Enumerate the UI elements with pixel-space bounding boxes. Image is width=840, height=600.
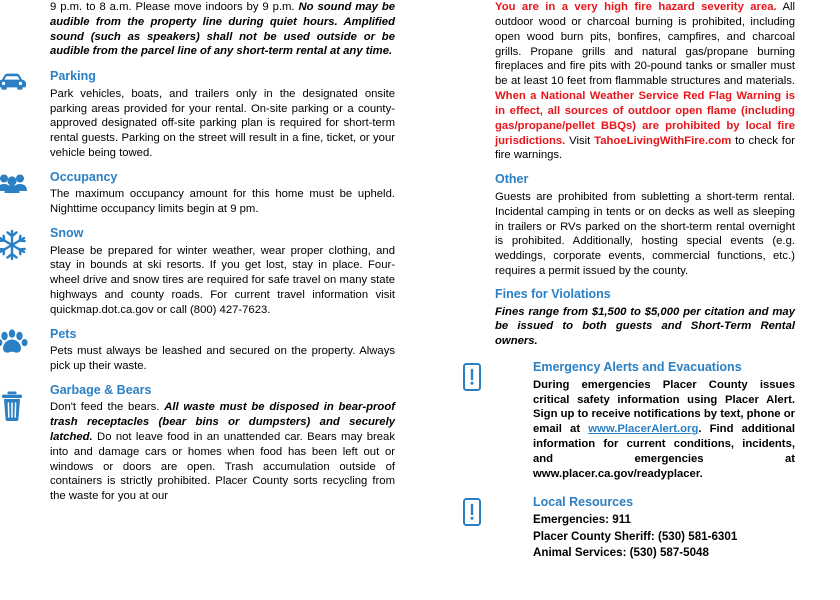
garbage-tail: Do not leave food in an unattended car. Bears may break into and damage cars or homes when food has been left out or windows or doors are open. Trash accumulation outside of containers is strictly prohibited. Placer County sorts recycling from the waste for you at our [50, 431, 395, 503]
left-column [40, 0, 395, 513]
section-local-resources [495, 495, 795, 562]
emergency-alerts-part1: During emergencies Placer County issues critical safety information using Placer Alert. Sign up to receive notifications by text, phone or email at [533, 378, 795, 436]
fire-visit-word: Visit [565, 134, 595, 147]
garbage-bears-paragraph [50, 400, 395, 504]
parking-heading: Parking [50, 69, 96, 84]
section-garbage-bears [40, 383, 395, 504]
emergency-alerts-part2: . Find additional information for current conditions, incidents, and emergencies at www.placer.ca.gov/readyplacer. [533, 423, 795, 480]
local-resources-line: Emergencies: 911 [533, 513, 631, 527]
fire-hazard-paragraph [495, 0, 795, 163]
local-resources-line: Placer County Sheriff: (530) 581-6301 [533, 529, 738, 543]
quiet-hours-italic: No sound may be audible from the property line during quiet hours. Amplified sound (such as speakers) shall not be used outside or be audible from the parcel line of any short-term rental at any time. [50, 1, 396, 58]
section-pets [40, 327, 395, 374]
snowflake-icon [0, 228, 32, 262]
quiet-hours-line1: 9 p.m. to 8 a.m. Please move indoors by 9 p.m. [50, 1, 299, 13]
fire-hazard-lead: You are in a very high fire hazard severity area. [495, 1, 777, 13]
occupancy-heading: Occupancy [50, 169, 118, 184]
garbage-italic: All waste must be disposed in bear-proof trash receptacles (bear bins or dumpsters) and securely latched. [50, 401, 395, 444]
parking-paragraph: Park vehicles, boats, and trailers only in the designated onsite parking areas provided for your rental. On-site parking or a county-approved designated off-site parking plan is required for short-term rental guests. Parking on the street will result in a fine, ticket, or your vehicle being towed. [50, 87, 395, 159]
tahoe-living-with-fire-link[interactable]: TahoeLivingWithFire.com [594, 134, 732, 147]
local-resources-heading: Local Resources [533, 494, 634, 509]
section-other [495, 172, 795, 279]
car-icon [0, 71, 32, 91]
quiet-hours-paragraph [50, 0, 395, 59]
emergency-alerts-heading: Emergency Alerts and Evacuations [533, 360, 742, 375]
fire-tail: to check for fire warnings. [495, 134, 795, 162]
pets-paragraph: Pets must always be leashed and secured on the property. Always pick up their waste. [50, 345, 395, 373]
snow-paragraph: Please be prepared for winter weather, wear proper clothing, and stay in bounds at ski resorts. If you get lost, stay in place. Four-wheel drive and snow tires are required for safe travel on many state highways and county roads. For current travel information visit quickmap.dot.ca.gov or call (800) 427-7623. [50, 244, 395, 316]
fines-heading: Fines for Violations [495, 286, 611, 301]
red-flag-warning-text: When a National Weather Service Red Flag Warning is in effect, all sources of outdoor open flame (including gas/propane/pellet BBQs) are prohibited by local fire jurisdictions. [495, 90, 795, 147]
section-parking [40, 69, 395, 161]
right-column [495, 0, 795, 570]
trash-icon [0, 389, 32, 423]
fire-hazard-block [495, 0, 795, 163]
section-snow [40, 226, 395, 318]
garbage-bears-heading: Garbage & Bears [50, 382, 152, 397]
emergency-alerts-paragraph [533, 378, 795, 482]
alert-phone-icon [457, 362, 487, 392]
fire-hazard-body: All outdoor wood or charcoal burning is prohibited, including open wood burn pits, bonfires, campfires, and charcoal grills. Propane grills and natural gas/propane burning fireplaces and fire pits with 20-pound tanks or smaller must be at least 10 feet from flammable structures and materials. [495, 1, 795, 88]
occupancy-paragraph: The maximum occupancy amount for this home must be upheld. Nighttime occupancy limits begin at 9 pm. [50, 188, 395, 216]
placer-alert-link[interactable]: www.PlacerAlert.org [588, 423, 699, 436]
section-occupancy [40, 170, 395, 217]
quiet-hours-clipped-text [40, 0, 395, 59]
pets-heading: Pets [50, 326, 77, 341]
snow-heading: Snow [50, 226, 84, 241]
other-heading: Other [495, 172, 529, 187]
alert-phone-icon [457, 497, 487, 527]
section-fines-for-violations [495, 287, 795, 349]
other-paragraph: Guests are prohibited from subletting a short-term rental. Incidental camping in tents or on decks as well as sleeping in trailers or RVs parked on the short-term rental overnight is prohibited. Additionally, hosting special events (e.g. weddings, corporate events, commercial functions, etc.) requires a permit issued by the county. [495, 190, 795, 278]
section-emergency-alerts [495, 360, 795, 482]
local-resources-line: Animal Services: (530) 587-5048 [533, 546, 709, 560]
paw-icon [0, 329, 32, 355]
people-icon [0, 172, 32, 194]
garbage-lead: Don't feed the bears. [50, 401, 165, 414]
fines-paragraph: Fines range from $1,500 to $5,000 per citation and may be issued to both guests and Short-Term Rental owners. [495, 305, 795, 348]
